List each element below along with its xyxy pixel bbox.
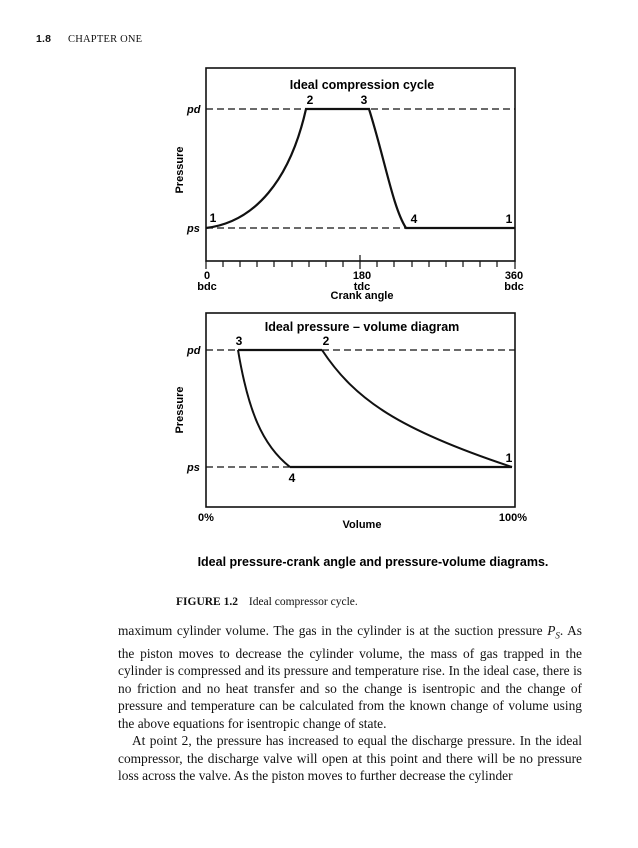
bottom-y-axis-label: Pressure [174, 386, 186, 434]
bottom-chart-title: Ideal pressure – volume diagram [264, 320, 460, 334]
bottom-chart [174, 313, 527, 531]
top-x-tick-180: 180 [352, 270, 372, 282]
figure-caption-text: Ideal compressor cycle. [248, 596, 358, 608]
top-x-tick-0-sub: bdc [197, 281, 217, 293]
top-chart [174, 68, 524, 302]
figure-caption-label: FIGURE 1.2 [176, 596, 238, 608]
top-point-4: 4 [410, 212, 418, 226]
bottom-x-axis-label: Volume [342, 519, 382, 531]
top-x-axis-label: Crank angle [330, 290, 394, 302]
pv-point-3: 3 [235, 334, 243, 348]
bottom-x-tick-0: 0% [198, 512, 214, 524]
top-x-ticks [206, 255, 515, 269]
top-x-tick-360: 360 [504, 270, 524, 282]
paragraph-2: At point 2, the pressure has increased to equal the discharge pressure. In the ideal compressor, the discharge valve will open at this point and there will be no pressure loss across the valve. As the piston moves to further decrease the cylinder [118, 733, 582, 783]
page-number: 1.8 [36, 33, 52, 45]
top-x-tick-0: 0 [203, 270, 211, 282]
bottom-pd-label: pd [187, 345, 201, 357]
figure-subtitle: Ideal pressure-crank angle and pressure-volume diagrams. [197, 555, 549, 569]
top-cycle-curve [206, 109, 515, 228]
pv-point-4: 4 [288, 471, 296, 485]
pv-point-1: 1 [505, 451, 513, 465]
top-x-tick-180-sub: tdc [353, 281, 371, 293]
top-chart-title: Ideal compression cycle [289, 78, 435, 92]
top-y-axis-label: Pressure [174, 146, 186, 194]
top-ps-label: ps [187, 223, 200, 235]
pv-expansion-curve [238, 350, 290, 467]
top-point-2: 2 [306, 93, 314, 107]
top-x-tick-360-sub: bdc [504, 281, 524, 293]
top-point-1-start: 1 [209, 211, 217, 225]
body-text [118, 622, 582, 784]
top-pd-label: pd [187, 104, 201, 116]
paragraph-1: maximum cylinder volume. The gas in the cylinder is at the suction pressure $P_S$. As the piston moves to decrease the cylinder volume, the mass of gas trapped in the cylinder is compressed and its pressure and temperature rise. In the ideal case, there is no friction and no heat transfer and so the change is isentropic and the change of pressure and temperature can be calculated from the known change of volume using the above equations for isentropic change of state. [118, 623, 582, 731]
figure-caption [176, 596, 358, 608]
bottom-x-tick-100: 100% [498, 512, 528, 524]
chapter-label: CHAPTER ONE [68, 34, 143, 45]
pv-compression-curve [322, 350, 512, 467]
pv-point-2: 2 [322, 334, 330, 348]
bottom-ps-label: ps [187, 462, 200, 474]
top-point-1-end: 1 [505, 212, 513, 226]
top-point-3: 3 [360, 93, 368, 107]
